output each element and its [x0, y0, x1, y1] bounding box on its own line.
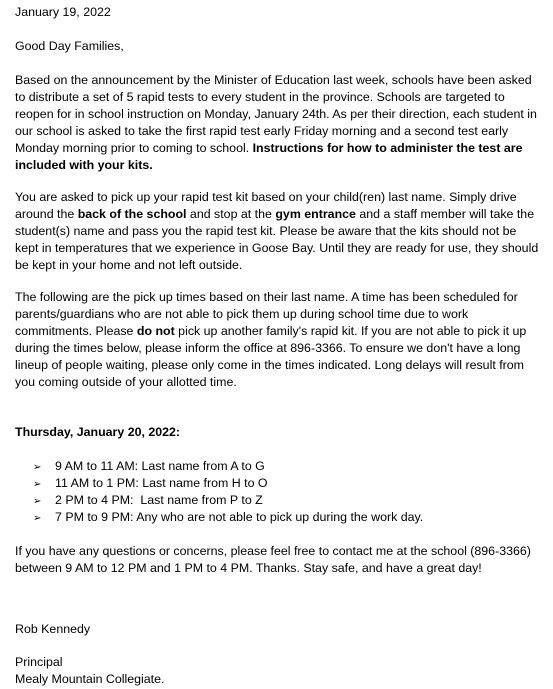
paragraph-line: student(s) name and pass you the rapid test kit. Please be aware that the kits should not be	[15, 224, 517, 238]
signer-name: Rob Kennedy	[15, 622, 91, 636]
closing-line: between 9 AM to 12 PM and 1 PM to 4 PM. Thanks. Stay safe, and have a great day!	[15, 561, 482, 575]
arrow-bullet-icon: ➢	[33, 513, 42, 524]
closing-line: If you have any questions or concerns, please feel free to contact me at the school (896-3366)	[15, 544, 531, 558]
schedule-heading: Thursday, January 20, 2022:	[15, 425, 181, 439]
paragraph-line: you coming outside of your allotted time.	[15, 375, 237, 389]
paragraph-line: to distribute a set of 5 rapid tests to every student in the province. Schools are targeted to	[15, 90, 505, 104]
paragraph-line: Based on the announcement by the Minister of Education last week, schools have been asked	[15, 73, 532, 87]
school-name: Mealy Mountain Collegiate.	[15, 672, 165, 686]
paragraph-line: lineup of people waiting, please only come in the times indicated. Long delays will result from	[15, 358, 524, 372]
list-item: ➢ 11 AM to 1 PM: Last name from H to O	[33, 475, 268, 493]
paragraph-line: kept in temperatures that we experience in Goose Bay. Until they are ready for use, they should	[15, 241, 539, 255]
paragraph-line: parents/guardians who are not able to pick them up during school time due to work	[15, 307, 469, 321]
paragraph-line: during the times below, please inform the office at 896-3366. To ensure we don't have a long	[15, 341, 521, 355]
arrow-bullet-icon: ➢	[33, 479, 42, 490]
greeting: Good Day Families,	[15, 39, 124, 53]
letter-date: January 19, 2022	[15, 5, 111, 19]
signer-title: Principal	[15, 655, 63, 669]
paragraph-line: around the back of the school and stop at the gym entrance and a staff member will take the	[15, 207, 535, 221]
paragraph-line: The following are the pick up times based on their last name. A time has been scheduled for	[15, 290, 518, 304]
arrow-bullet-icon: ➢	[33, 462, 42, 473]
paragraph-line: our school is asked to take the first rapid test early Friday morning and a second test early	[15, 124, 509, 138]
paragraph-line: Monday morning prior to coming to school. Instructions for how to administer the test are	[15, 141, 523, 155]
list-item: ➢ 7 PM to 9 PM: Any who are not able to pick up during the work day.	[33, 509, 423, 527]
paragraph-line: reopen for in school instruction on Monday, January 24th. As per their direction, each student in	[15, 107, 537, 121]
paragraph-line: included with your kits.	[15, 158, 153, 172]
arrow-bullet-icon: ➢	[33, 496, 42, 507]
list-item: ➢ 9 AM to 11 AM: Last name from A to G	[33, 458, 265, 476]
paragraph-line: commitments. Please do not pick up another family's rapid kit. If you are not able to pick it up	[15, 324, 527, 338]
paragraph-line: You are asked to pick up your rapid test kit based on your child(ren) last name. Simply drive	[15, 190, 517, 204]
list-item: ➢ 2 PM to 4 PM: Last name from P to Z	[33, 492, 263, 510]
paragraph-line: be kept in your home and not left outside.	[15, 258, 243, 272]
